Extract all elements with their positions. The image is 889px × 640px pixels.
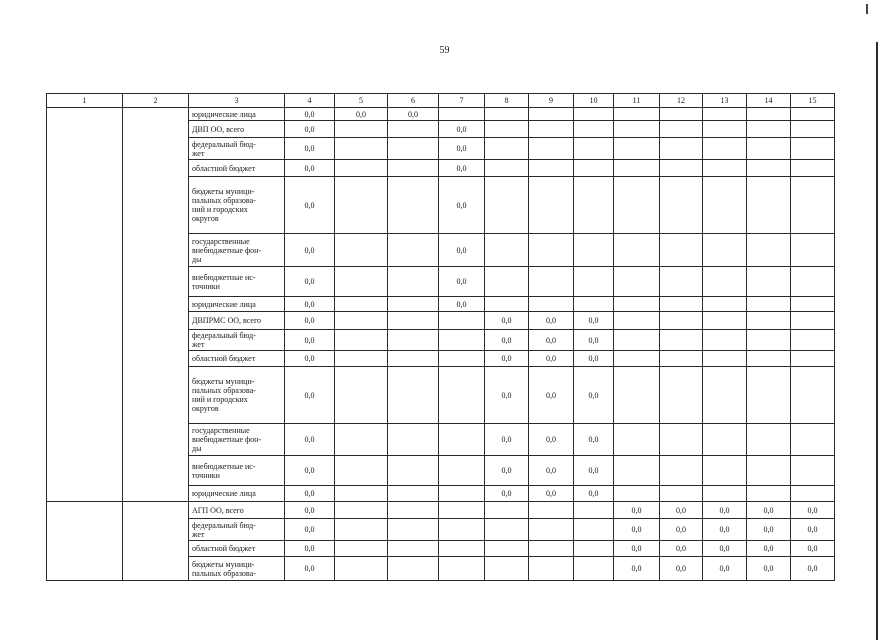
- value-cell-col7: [439, 424, 485, 456]
- value-cell-col11: 0,0: [614, 519, 660, 541]
- value-cell-col9: [529, 108, 574, 121]
- value-cell-col11: [614, 177, 660, 234]
- value-cell-col15: 0,0: [791, 519, 835, 541]
- column-number-6: 6: [388, 94, 439, 108]
- value-cell-col13: 0,0: [703, 541, 747, 557]
- value-cell-col4: 0,0: [285, 267, 335, 297]
- value-cell-col8: [485, 121, 529, 138]
- value-cell-col6: [388, 267, 439, 297]
- value-cell-col11: [614, 486, 660, 502]
- value-cell-col5: 0,0: [335, 108, 388, 121]
- value-cell-col5: [335, 177, 388, 234]
- value-cell-col13: [703, 330, 747, 351]
- value-cell-col9: [529, 502, 574, 519]
- value-cell-col15: 0,0: [791, 557, 835, 581]
- column-number-14: 14: [747, 94, 791, 108]
- value-cell-col6: [388, 121, 439, 138]
- group-cell-col1: [47, 108, 123, 502]
- row-label: юридические лица: [189, 108, 285, 121]
- value-cell-col8: [485, 138, 529, 160]
- value-cell-col6: [388, 160, 439, 177]
- row-label: областной бюджет: [189, 351, 285, 367]
- value-cell-col5: [335, 502, 388, 519]
- value-cell-col8: [485, 160, 529, 177]
- value-cell-col7: [439, 108, 485, 121]
- value-cell-col5: [335, 138, 388, 160]
- value-cell-col8: 0,0: [485, 367, 529, 424]
- column-number-9: 9: [529, 94, 574, 108]
- value-cell-col14: [747, 267, 791, 297]
- column-number-13: 13: [703, 94, 747, 108]
- value-cell-col9: 0,0: [529, 312, 574, 330]
- column-number-5: 5: [335, 94, 388, 108]
- value-cell-col7: 0,0: [439, 297, 485, 312]
- value-cell-col10: 0,0: [574, 486, 614, 502]
- value-cell-col8: [485, 502, 529, 519]
- value-cell-col12: [660, 267, 703, 297]
- value-cell-col6: [388, 312, 439, 330]
- value-cell-col8: 0,0: [485, 424, 529, 456]
- value-cell-col11: [614, 351, 660, 367]
- row-label: областной бюджет: [189, 541, 285, 557]
- value-cell-col12: [660, 160, 703, 177]
- page-number: 59: [439, 45, 450, 56]
- table-row: [47, 502, 835, 519]
- row-label: федеральный бюд- жет: [189, 138, 285, 160]
- column-number-12: 12: [660, 94, 703, 108]
- value-cell-col7: 0,0: [439, 160, 485, 177]
- value-cell-col15: [791, 138, 835, 160]
- value-cell-col12: [660, 108, 703, 121]
- row-label: юридические лица: [189, 297, 285, 312]
- value-cell-col4: 0,0: [285, 351, 335, 367]
- value-cell-col10: [574, 502, 614, 519]
- value-cell-col6: [388, 297, 439, 312]
- value-cell-col15: [791, 312, 835, 330]
- value-cell-col13: [703, 234, 747, 267]
- value-cell-col7: 0,0: [439, 177, 485, 234]
- value-cell-col5: [335, 557, 388, 581]
- value-cell-col11: [614, 108, 660, 121]
- value-cell-col6: [388, 502, 439, 519]
- value-cell-col8: 0,0: [485, 351, 529, 367]
- value-cell-col9: 0,0: [529, 486, 574, 502]
- value-cell-col12: [660, 486, 703, 502]
- value-cell-col8: [485, 267, 529, 297]
- group-cell-col2: [123, 502, 189, 581]
- value-cell-col14: [747, 351, 791, 367]
- value-cell-col15: [791, 424, 835, 456]
- value-cell-col6: [388, 234, 439, 267]
- column-number-7: 7: [439, 94, 485, 108]
- value-cell-col6: 0,0: [388, 108, 439, 121]
- value-cell-col14: 0,0: [747, 519, 791, 541]
- value-cell-col15: [791, 267, 835, 297]
- value-cell-col15: [791, 234, 835, 267]
- value-cell-col15: [791, 367, 835, 424]
- value-cell-col10: [574, 541, 614, 557]
- value-cell-col8: [485, 108, 529, 121]
- value-cell-col4: 0,0: [285, 330, 335, 351]
- value-cell-col6: [388, 541, 439, 557]
- value-cell-col9: [529, 267, 574, 297]
- row-label: государственные внебюджетные фон- ды: [189, 424, 285, 456]
- column-number-3: 3: [189, 94, 285, 108]
- value-cell-col11: [614, 121, 660, 138]
- row-label: государственные внебюджетные фон- ды: [189, 234, 285, 267]
- value-cell-col9: 0,0: [529, 330, 574, 351]
- value-cell-col11: [614, 160, 660, 177]
- value-cell-col14: [747, 330, 791, 351]
- value-cell-col8: [485, 234, 529, 267]
- value-cell-col4: 0,0: [285, 234, 335, 267]
- value-cell-col5: [335, 160, 388, 177]
- value-cell-col15: [791, 160, 835, 177]
- value-cell-col14: [747, 234, 791, 267]
- value-cell-col5: [335, 486, 388, 502]
- value-cell-col6: [388, 351, 439, 367]
- value-cell-col5: [335, 424, 388, 456]
- column-number-4: 4: [285, 94, 335, 108]
- scan-edge-line: [876, 42, 878, 640]
- value-cell-col10: [574, 297, 614, 312]
- value-cell-col12: 0,0: [660, 557, 703, 581]
- value-cell-col15: 0,0: [791, 502, 835, 519]
- value-cell-col10: [574, 177, 614, 234]
- value-cell-col13: [703, 177, 747, 234]
- value-cell-col15: [791, 108, 835, 121]
- value-cell-col5: [335, 456, 388, 486]
- value-cell-col12: [660, 330, 703, 351]
- value-cell-col9: [529, 177, 574, 234]
- value-cell-col7: [439, 486, 485, 502]
- value-cell-col14: 0,0: [747, 557, 791, 581]
- value-cell-col9: [529, 541, 574, 557]
- value-cell-col6: [388, 367, 439, 424]
- value-cell-col14: 0,0: [747, 541, 791, 557]
- value-cell-col7: [439, 502, 485, 519]
- value-cell-col9: 0,0: [529, 424, 574, 456]
- value-cell-col10: [574, 519, 614, 541]
- value-cell-col15: [791, 486, 835, 502]
- value-cell-col10: 0,0: [574, 367, 614, 424]
- value-cell-col10: [574, 160, 614, 177]
- value-cell-col14: [747, 312, 791, 330]
- row-label: внебюджетные ис- точники: [189, 456, 285, 486]
- value-cell-col7: 0,0: [439, 234, 485, 267]
- value-cell-col11: [614, 234, 660, 267]
- column-number-1: 1: [47, 94, 123, 108]
- value-cell-col11: [614, 424, 660, 456]
- value-cell-col7: [439, 456, 485, 486]
- value-cell-col12: 0,0: [660, 541, 703, 557]
- column-number-row: [47, 94, 835, 108]
- value-cell-col7: [439, 541, 485, 557]
- value-cell-col11: [614, 138, 660, 160]
- value-cell-col12: [660, 138, 703, 160]
- value-cell-col11: [614, 297, 660, 312]
- row-label: бюджеты муници- пальных образова- ний и городских округов: [189, 177, 285, 234]
- value-cell-col15: [791, 351, 835, 367]
- value-cell-col14: [747, 367, 791, 424]
- row-label: федеральный бюд- жет: [189, 330, 285, 351]
- row-label: внебюджетные ис- точники: [189, 267, 285, 297]
- value-cell-col7: 0,0: [439, 267, 485, 297]
- value-cell-col11: 0,0: [614, 541, 660, 557]
- value-cell-col4: 0,0: [285, 367, 335, 424]
- value-cell-col13: [703, 138, 747, 160]
- row-label: ДВПРМС ОО, всего: [189, 312, 285, 330]
- value-cell-col14: [747, 121, 791, 138]
- value-cell-col14: [747, 486, 791, 502]
- value-cell-col5: [335, 121, 388, 138]
- value-cell-col4: 0,0: [285, 177, 335, 234]
- value-cell-col5: [335, 541, 388, 557]
- value-cell-col15: [791, 177, 835, 234]
- value-cell-col13: [703, 160, 747, 177]
- value-cell-col15: [791, 456, 835, 486]
- value-cell-col12: [660, 297, 703, 312]
- value-cell-col6: [388, 486, 439, 502]
- row-label: областной бюджет: [189, 160, 285, 177]
- value-cell-col5: [335, 351, 388, 367]
- column-number-10: 10: [574, 94, 614, 108]
- value-cell-col9: [529, 138, 574, 160]
- value-cell-col13: 0,0: [703, 557, 747, 581]
- group-cell-col1: [47, 502, 123, 581]
- value-cell-col14: [747, 297, 791, 312]
- value-cell-col11: [614, 267, 660, 297]
- value-cell-col4: 0,0: [285, 297, 335, 312]
- value-cell-col12: [660, 351, 703, 367]
- value-cell-col11: [614, 456, 660, 486]
- value-cell-col14: [747, 138, 791, 160]
- value-cell-col12: [660, 121, 703, 138]
- value-cell-col11: [614, 367, 660, 424]
- value-cell-col14: [747, 456, 791, 486]
- value-cell-col6: [388, 424, 439, 456]
- value-cell-col9: 0,0: [529, 351, 574, 367]
- value-cell-col10: 0,0: [574, 424, 614, 456]
- column-number-15: 15: [791, 94, 835, 108]
- value-cell-col4: 0,0: [285, 456, 335, 486]
- value-cell-col10: [574, 557, 614, 581]
- value-cell-col5: [335, 330, 388, 351]
- value-cell-col5: [335, 267, 388, 297]
- value-cell-col4: 0,0: [285, 557, 335, 581]
- value-cell-col8: 0,0: [485, 312, 529, 330]
- value-cell-col12: [660, 312, 703, 330]
- value-cell-col4: 0,0: [285, 121, 335, 138]
- value-cell-col7: [439, 519, 485, 541]
- value-cell-col15: [791, 297, 835, 312]
- value-cell-col7: 0,0: [439, 121, 485, 138]
- value-cell-col4: 0,0: [285, 424, 335, 456]
- value-cell-col5: [335, 312, 388, 330]
- value-cell-col7: [439, 312, 485, 330]
- value-cell-col10: 0,0: [574, 351, 614, 367]
- value-cell-col12: [660, 177, 703, 234]
- value-cell-col9: 0,0: [529, 367, 574, 424]
- value-cell-col9: [529, 557, 574, 581]
- row-label: бюджеты муници- пальных образова- ний и городских округов: [189, 367, 285, 424]
- value-cell-col6: [388, 177, 439, 234]
- row-label: юридические лица: [189, 486, 285, 502]
- value-cell-col14: [747, 160, 791, 177]
- value-cell-col11: 0,0: [614, 502, 660, 519]
- value-cell-col11: 0,0: [614, 557, 660, 581]
- value-cell-col15: [791, 330, 835, 351]
- value-cell-col9: [529, 519, 574, 541]
- value-cell-col9: 0,0: [529, 456, 574, 486]
- scan-edge-mark: [866, 4, 868, 14]
- value-cell-col13: [703, 367, 747, 424]
- value-cell-col8: [485, 177, 529, 234]
- value-cell-col9: [529, 160, 574, 177]
- value-cell-col9: [529, 297, 574, 312]
- value-cell-col14: [747, 424, 791, 456]
- value-cell-col12: [660, 234, 703, 267]
- value-cell-col13: 0,0: [703, 519, 747, 541]
- value-cell-col8: [485, 297, 529, 312]
- value-cell-col5: [335, 234, 388, 267]
- value-cell-col14: 0,0: [747, 502, 791, 519]
- value-cell-col12: 0,0: [660, 502, 703, 519]
- value-cell-col8: 0,0: [485, 330, 529, 351]
- value-cell-col8: [485, 541, 529, 557]
- value-cell-col4: 0,0: [285, 108, 335, 121]
- row-label: федеральный бюд- жет: [189, 519, 285, 541]
- value-cell-col7: [439, 557, 485, 581]
- value-cell-col9: [529, 121, 574, 138]
- value-cell-col12: [660, 367, 703, 424]
- value-cell-col8: [485, 557, 529, 581]
- value-cell-col10: [574, 121, 614, 138]
- value-cell-col4: 0,0: [285, 312, 335, 330]
- column-number-8: 8: [485, 94, 529, 108]
- value-cell-col6: [388, 330, 439, 351]
- value-cell-col10: [574, 108, 614, 121]
- value-cell-col13: [703, 108, 747, 121]
- value-cell-col13: [703, 351, 747, 367]
- value-cell-col4: 0,0: [285, 502, 335, 519]
- row-label: АГП ОО, всего: [189, 502, 285, 519]
- value-cell-col12: 0,0: [660, 519, 703, 541]
- value-cell-col14: [747, 108, 791, 121]
- value-cell-col6: [388, 138, 439, 160]
- value-cell-col13: [703, 486, 747, 502]
- value-cell-col5: [335, 367, 388, 424]
- value-cell-col13: [703, 121, 747, 138]
- value-cell-col10: [574, 138, 614, 160]
- value-cell-col10: 0,0: [574, 330, 614, 351]
- value-cell-col4: 0,0: [285, 160, 335, 177]
- value-cell-col8: 0,0: [485, 456, 529, 486]
- value-cell-col4: 0,0: [285, 541, 335, 557]
- value-cell-col8: [485, 519, 529, 541]
- row-label: ДВП ОО, всего: [189, 121, 285, 138]
- value-cell-col10: [574, 234, 614, 267]
- value-cell-col15: [791, 121, 835, 138]
- column-number-11: 11: [614, 94, 660, 108]
- table-row: [47, 108, 835, 121]
- value-cell-col13: [703, 297, 747, 312]
- value-cell-col6: [388, 456, 439, 486]
- value-cell-col13: [703, 267, 747, 297]
- value-cell-col12: [660, 456, 703, 486]
- value-cell-col13: 0,0: [703, 502, 747, 519]
- value-cell-col13: [703, 456, 747, 486]
- value-cell-col12: [660, 424, 703, 456]
- value-cell-col4: 0,0: [285, 138, 335, 160]
- value-cell-col7: [439, 351, 485, 367]
- value-cell-col4: 0,0: [285, 486, 335, 502]
- value-cell-col7: [439, 330, 485, 351]
- budget-table: [46, 93, 835, 581]
- value-cell-col6: [388, 557, 439, 581]
- value-cell-col6: [388, 519, 439, 541]
- value-cell-col8: 0,0: [485, 486, 529, 502]
- column-number-2: 2: [123, 94, 189, 108]
- value-cell-col5: [335, 519, 388, 541]
- row-label: бюджеты муници- пальных образова-: [189, 557, 285, 581]
- group-cell-col2: [123, 108, 189, 502]
- value-cell-col15: 0,0: [791, 541, 835, 557]
- value-cell-col5: [335, 297, 388, 312]
- value-cell-col13: [703, 424, 747, 456]
- value-cell-col9: [529, 234, 574, 267]
- value-cell-col7: [439, 367, 485, 424]
- value-cell-col11: [614, 330, 660, 351]
- value-cell-col13: [703, 312, 747, 330]
- value-cell-col7: 0,0: [439, 138, 485, 160]
- value-cell-col10: [574, 267, 614, 297]
- value-cell-col14: [747, 177, 791, 234]
- table-body: [47, 108, 835, 581]
- value-cell-col4: 0,0: [285, 519, 335, 541]
- value-cell-col10: 0,0: [574, 312, 614, 330]
- value-cell-col10: 0,0: [574, 456, 614, 486]
- value-cell-col11: [614, 312, 660, 330]
